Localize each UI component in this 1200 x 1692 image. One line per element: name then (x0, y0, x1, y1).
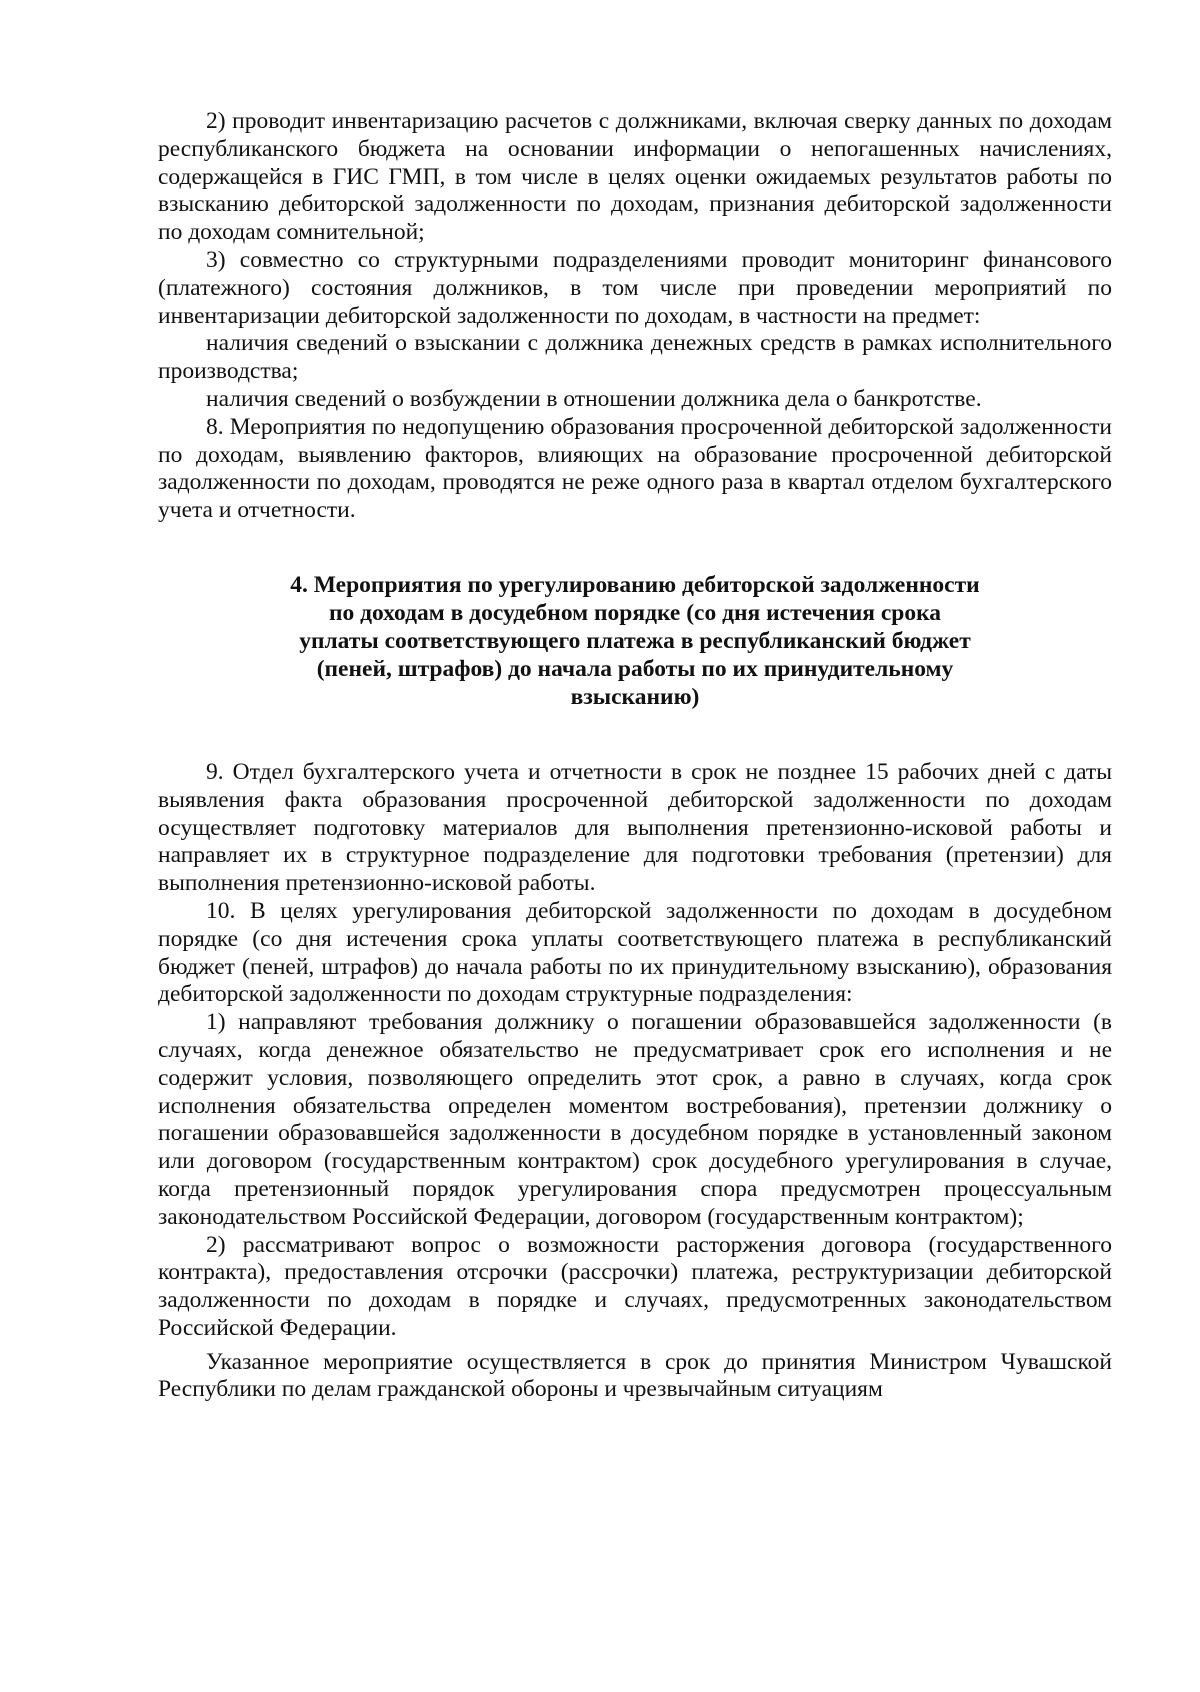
paragraph-clause-10: 10. В целях урегулирования дебиторской задолженности по доходам в досудебном порядке (со дня истечения срока уплаты соответствующего платежа в республиканский бюджет (пеней, штрафов) до начала работы по их принудительному взысканию), образования дебиторской задолженности по доходам структурные подразделения: (158, 897, 1112, 1008)
section-heading (158, 571, 1112, 711)
paragraph-clause-9: 9. Отдел бухгалтерского учета и отчетности в срок не позднее 15 рабочих дней с даты выявления факта образования просроченной дебиторской задолженности по доходам осуществляет подготовку материалов для выполнения претензионно-исковой работы и направляет их в структурное подразделение для подготовки требования (претензии) для выполнения претензионно-исковой работы. (158, 758, 1112, 897)
section-heading-line: (пеней, штрафов) до начала работы по их принудительному (316, 655, 954, 682)
paragraph-enforcement-info: наличия сведений о взыскании с должника денежных средств в рамках исполнительного производства; (158, 330, 1112, 385)
section-heading-line: 4. Мероприятия по урегулированию дебиторской задолженности (290, 571, 980, 598)
section-heading-line: уплаты соответствующего платежа в республиканский бюджет (299, 627, 971, 654)
paragraph-item-3: 3) совместно со структурными подразделениями проводит мониторинг финансового (платежного) состояния должников, в том числе при проведении мероприятий по инвентаризации дебиторской задолженности по доходам, в частности на предмет: (158, 246, 1112, 329)
paragraph-subitem-2: 2) рассматривают вопрос о возможности расторжения договора (государственного контракта), предоставления отсрочки (рассрочки) платежа, реструктуризации дебиторской задолженности по доходам в порядке и случаях, предусмотренных законодательством Российской Федерации. (158, 1231, 1112, 1341)
paragraph-clause-8: 8. Мероприятия по недопущению образования просроченной дебиторской задолженности по доходам, выявлению факторов, влияющих на образование просроченной дебиторской задолженности по доходам, проводятся не реже одного раза в квартал отделом бухгалтерского учета и отчетности. (158, 413, 1112, 524)
paragraph-subitem-1: 1) направляют требования должнику о погашении образовавшейся задолженности (в случаях, когда денежное обязательство не предусматривает срок его исполнения и не содержит условия, позволяющего определить этот срок, а равно в случаях, когда срок исполнения обязательства определен моментом востребования), претензии должнику о погашении образовавшейся задолженности в досудебном порядке в установленный законом или договором (государственным контрактом) срок досудебного урегулирования в случае, когда претензионный порядок урегулирования спора предусмотрен процессуальным законодательством Российской Федерации, договором (государственным контрактом); (158, 1009, 1112, 1230)
paragraph-bankruptcy-info: наличия сведений о возбуждении в отношении должника дела о банкротстве. (206, 385, 982, 412)
section-heading-line: по доходам в досудебном порядке (со дня истечения срока (328, 599, 942, 626)
section-heading-line: взысканию) (570, 683, 700, 710)
paragraph-deadline-note: Указанное мероприятие осуществляется в срок до принятия Министром Чувашской Республики по делам гражданской обороны и чрезвычайным ситуациям (158, 1348, 1112, 1403)
paragraph-item-2: 2) проводит инвентаризацию расчетов с должниками, включая сверку данных по доходам республиканского бюджета на основании информации о непогашенных начислениях, содержащейся в ГИС ГМП, в том числе в целях оценки ожидаемых результатов работы по взысканию дебиторской задолженности по доходам, признания дебиторской задолженности по доходам сомнительной; (158, 108, 1112, 246)
